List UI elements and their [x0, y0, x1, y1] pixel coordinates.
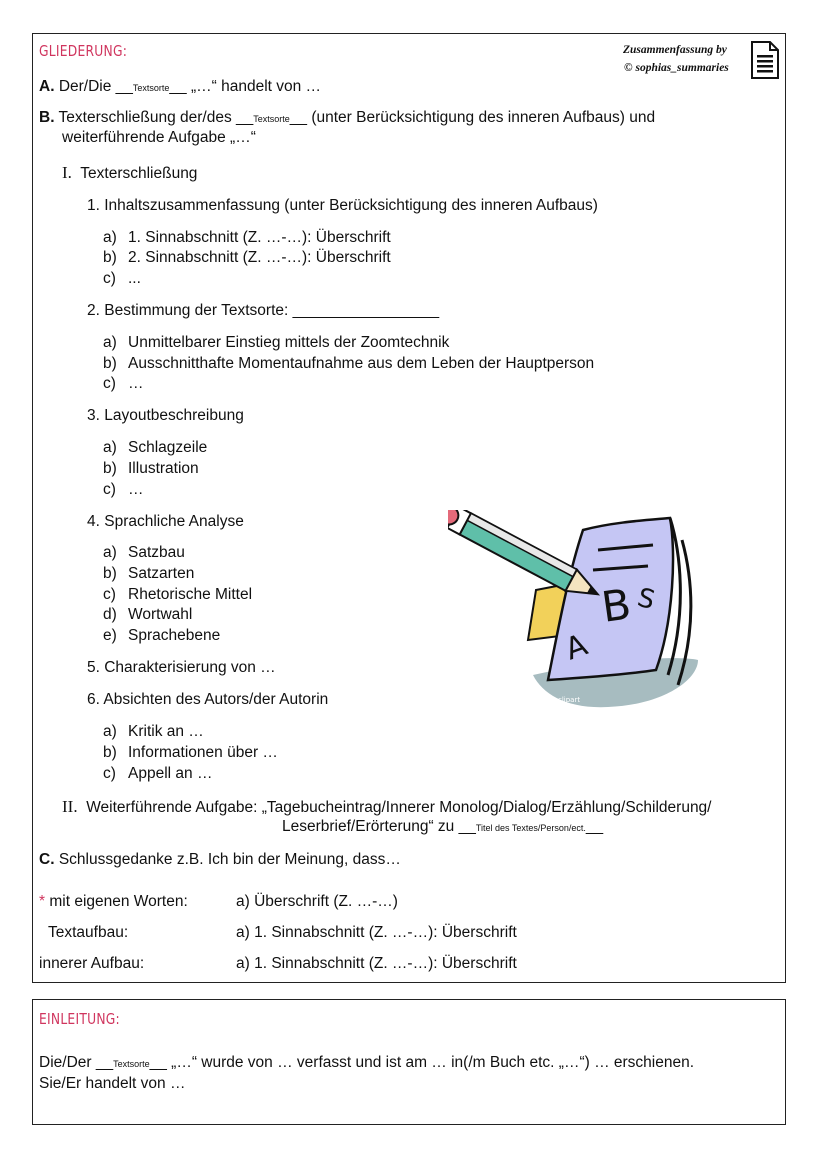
item-2-sub-b-letter: b) [103, 355, 117, 372]
item-4-sub-b-text: Satzarten [128, 565, 195, 582]
item-6-sub-c-text: Appell an … [128, 765, 213, 782]
item-4-sub-d-text: Wortwahl [128, 606, 193, 623]
svg-text:A: A [560, 627, 593, 668]
item-4-sub-e-letter: e) [103, 627, 117, 644]
item-3-sub-c-letter: c) [103, 481, 116, 498]
item-6-sub-b-text: Informationen über … [128, 744, 278, 761]
item-6-sub-b-letter: b) [103, 744, 117, 761]
watermark: clipart [558, 696, 581, 704]
credit-line-2: © sophias_summaries [624, 62, 729, 74]
section-ii-line1: II. Weiterführende Aufgabe: „Tagebucheintrag/Innerer Monolog/Dialog/Erzählung/Schilderung/ [62, 797, 712, 816]
item-1-sub-a-letter: a) [103, 229, 117, 246]
item-3-label: 3. Layoutbeschreibung [87, 407, 244, 424]
item-4-sub-d-letter: d) [103, 606, 117, 623]
item-4-sub-a-letter: a) [103, 544, 117, 561]
item-1-sub-c-text: ... [128, 270, 141, 287]
item-4-sub-c-text: Rhetorische Mittel [128, 586, 253, 603]
item-4-sub-a-text: Satzbau [128, 544, 185, 561]
item-2-sub-a-text: Unmittelbarer Einstieg mittels der Zoomtechnik [128, 334, 450, 351]
item-4-sub-e-text: Sprachebene [128, 627, 221, 644]
note-row: innerer Aufbau: [39, 955, 145, 972]
item-2-sub-c-text: … [128, 375, 144, 392]
item-6-sub-c-letter: c) [103, 765, 116, 782]
note-value: a) 1. Sinnabschnitt (Z. …-…): Überschrift [236, 955, 517, 972]
note-row: Textaufbau: [48, 924, 129, 941]
section-b-line2: weiterführende Aufgabe „…“ [62, 129, 256, 146]
item-1-sub-c-letter: c) [103, 270, 116, 287]
item-1-label: 1. Inhaltszusammenfassung (unter Berücksichtigung des inneren Aufbaus) [87, 197, 598, 214]
section-b-line1: B. Texterschließung der/des __Textsorte__ (unter Berücksichtigung des inneren Aufbaus) und [39, 109, 656, 126]
item-1-sub-b-letter: b) [103, 249, 117, 266]
item-3-sub-b-text: Illustration [128, 460, 199, 477]
item-2-sub-b-text: Ausschnitthafte Momentaufnahme aus dem Leben der Hauptperson [128, 355, 595, 372]
item-1-sub-b-text: 2. Sinnabschnitt (Z. …-…): Überschrift [128, 249, 391, 266]
item-1-sub-a-text: 1. Sinnabschnitt (Z. …-…): Überschrift [128, 229, 391, 246]
item-2-sub-a-letter: a) [103, 334, 117, 351]
svg-text:S: S [634, 582, 658, 617]
pencil-paper-clipart [448, 510, 723, 710]
einleitung-line1: Die/Der __Textsorte__ „…“ wurde von … verfasst und ist am … in(/m Buch etc. „…“) … erschienen. [39, 1054, 695, 1071]
item-2-sub-c-letter: c) [103, 375, 116, 392]
item-5-label: 5. Charakterisierung von … [87, 659, 276, 676]
note-value: a) 1. Sinnabschnitt (Z. …-…): Überschrift [236, 924, 517, 941]
item-3-sub-c-text: … [128, 481, 144, 498]
section-c: C. Schlussgedanke z.B. Ich bin der Meinung, dass… [39, 851, 401, 868]
item-4-label: 4. Sprachliche Analyse [87, 513, 244, 530]
section-a: A. Der/Die __Textsorte__ „…“ handelt von … [39, 78, 322, 95]
note-row: * mit eigenen Worten: [39, 893, 188, 910]
item-4-sub-c-letter: c) [103, 586, 116, 603]
svg-text:B: B [598, 579, 634, 632]
einleitung-header: EINLEITUNG: [39, 1010, 120, 1028]
item-3-sub-a-text: Schlagzeile [128, 439, 208, 456]
section-ii-line2: Leserbrief/Erörterung“ zu __Titel des Textes/Person/ect.__ [282, 818, 604, 835]
gliederung-header: GLIEDERUNG: [39, 42, 128, 60]
einleitung-line2: Sie/Er handelt von … [39, 1075, 186, 1092]
item-3-sub-b-letter: b) [103, 460, 117, 477]
note-value: a) Überschrift (Z. …-…) [236, 893, 398, 910]
item-2-label: 2. Bestimmung der Textsorte: _________________ [87, 302, 440, 319]
item-4-sub-b-letter: b) [103, 565, 117, 582]
section-i-heading: I. Texterschließung [62, 163, 198, 182]
item-6-sub-a-text: Kritik an … [128, 723, 204, 740]
item-6-sub-a-letter: a) [103, 723, 117, 740]
item-3-sub-a-letter: a) [103, 439, 117, 456]
credit-line-1: Zusammenfassung by [623, 44, 727, 56]
document-icon [750, 41, 780, 79]
item-6-label: 6. Absichten des Autors/der Autorin [87, 691, 329, 708]
